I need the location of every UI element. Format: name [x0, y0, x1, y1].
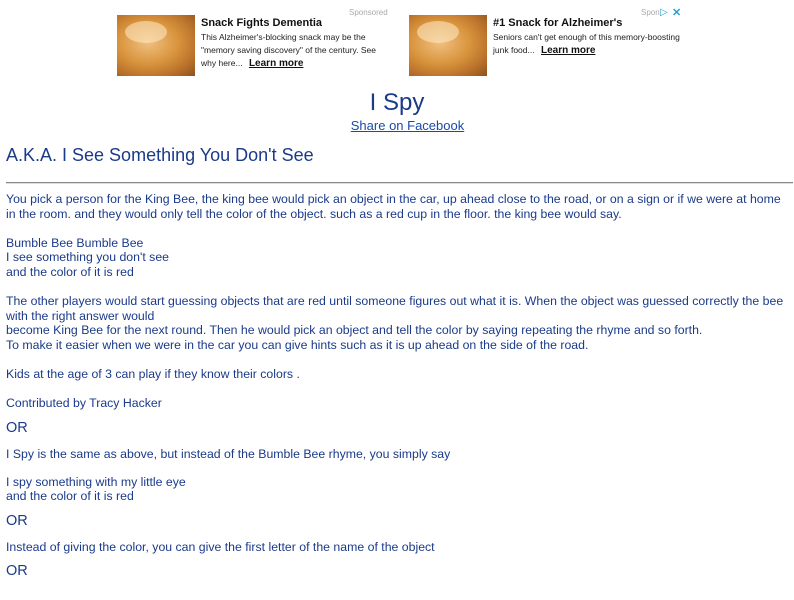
paragraph-first-letter: Instead of giving the color, you can give the first letter of the name of the object: [6, 539, 435, 554]
ad-title[interactable]: #1 Snack for Alzheimer's: [493, 17, 623, 29]
ad-body: [493, 31, 683, 57]
paragraph-guessing: The other players would start guessing objects that are red until someone figures out what it is. When the object was guessed correctly the bee with the right answer would: [6, 294, 784, 323]
horizontal-divider: [6, 182, 793, 184]
rhyme-line: I spy something with my little eye: [6, 474, 186, 489]
paragraph-i-spy: I Spy is the same as above, but instead of the Bumble Bee rhyme, you simply say: [6, 446, 451, 461]
paragraph-guessing: become King Bee for the next round. Then he would pick an object and tell the color by saying repeating the rhyme and so forth.: [6, 323, 703, 338]
ad-body: [201, 31, 391, 70]
adchoices-icon[interactable]: ▷: [660, 7, 668, 18]
ad-unit-1[interactable]: [117, 6, 397, 78]
ad-body-text: This Alzheimer's-blocking snack may be the "memory saving discovery" of the century. See why here...: [201, 32, 377, 68]
close-icon[interactable]: ✕: [672, 7, 682, 19]
rhyme-line: I see something you don't see: [6, 250, 169, 265]
ad-image[interactable]: [409, 15, 487, 76]
ad-learn-more-link[interactable]: Learn more: [540, 45, 596, 56]
ad-title[interactable]: Snack Fights Dementia: [201, 17, 323, 29]
or-separator: OR: [6, 563, 28, 580]
paragraph-age: Kids at the age of 3 can play if they know their colors .: [6, 367, 300, 382]
or-separator: OR: [6, 419, 28, 436]
contributor-credit: Contributed by Tracy Hacker: [6, 396, 162, 411]
article-content: [6, 192, 786, 580]
ad-unit-2[interactable]: [409, 6, 689, 78]
ad-body-text: Seniors can't get enough of this memory-boosting junk food...: [493, 32, 680, 55]
rhyme-line: Bumble Bee Bumble Bee: [6, 235, 144, 250]
page-title: I Spy: [369, 89, 425, 116]
rhyme-line: and the color of it is red: [6, 264, 134, 279]
ad-learn-more-link[interactable]: Learn more: [248, 58, 304, 69]
rhyme-line: and the color of it is red: [6, 489, 134, 504]
paragraph-rules: You pick a person for the King Bee, the king bee would pick an object in the car, up ahead close to the road, or on a sign or if we were at home in the room. and they would only tell the color of the object. such as a red cup in the floor. the king bee would say.: [6, 192, 781, 221]
ad-sponsored-label: Spon: [641, 8, 660, 17]
share-on-facebook-link[interactable]: Share on Facebook: [350, 118, 465, 133]
or-separator: OR: [6, 512, 28, 529]
page-subtitle: A.K.A. I See Something You Don't See: [6, 145, 314, 165]
ad-sponsored-label: Sponsored: [349, 8, 388, 17]
ad-image[interactable]: [117, 15, 195, 76]
paragraph-guessing: To make it easier when we were in the car you can give hints such as it is up ahead on the side of the road.: [6, 337, 589, 352]
